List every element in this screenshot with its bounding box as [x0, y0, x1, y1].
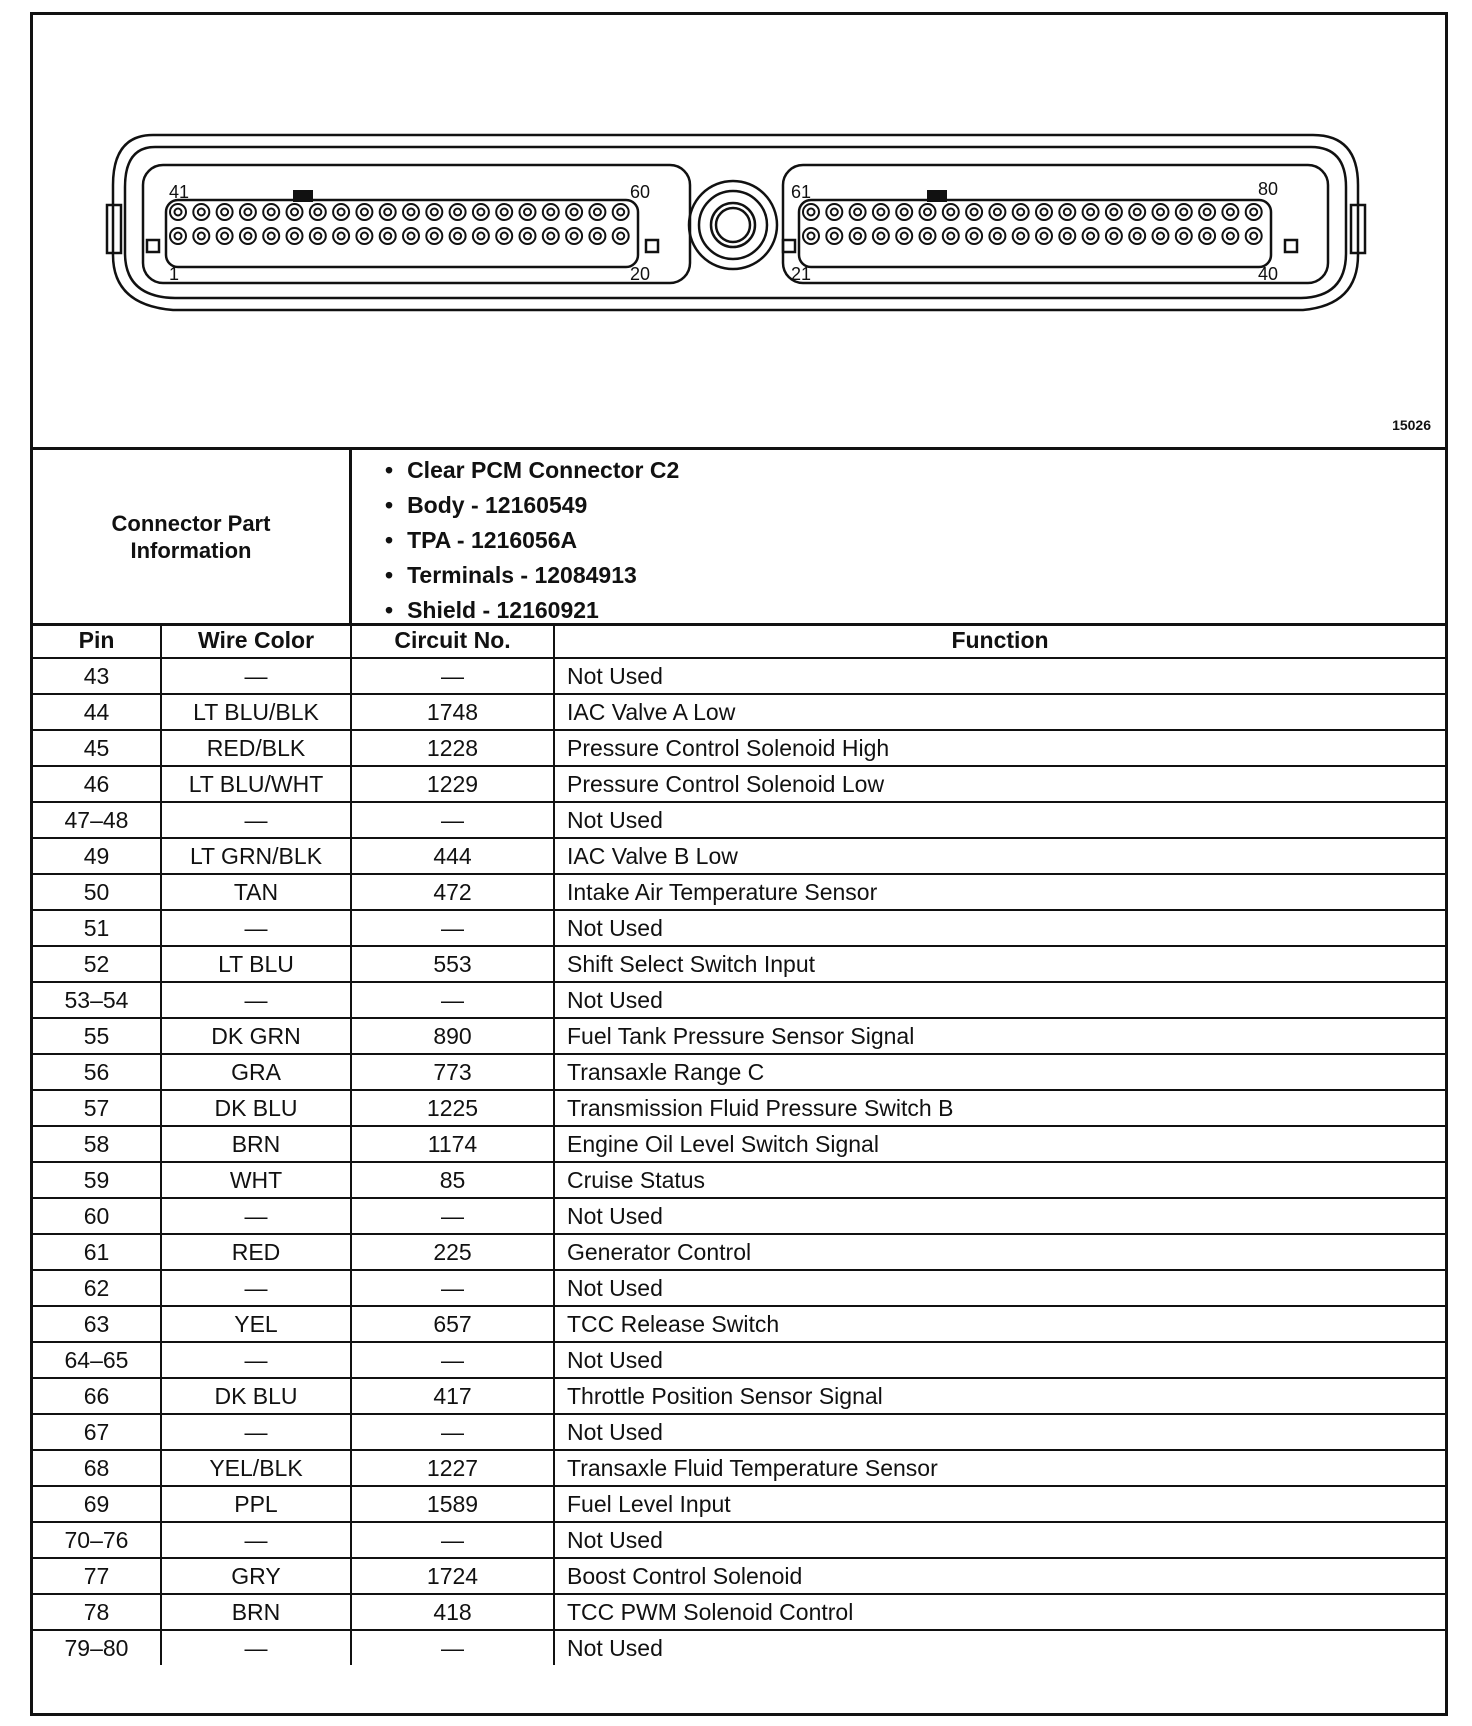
- table-header-row: [33, 623, 1445, 658]
- pin-hole-center: [1017, 233, 1024, 240]
- pin-hole-center: [901, 233, 908, 240]
- pin-cell: 50: [33, 874, 161, 910]
- pin-cell: 56: [33, 1054, 161, 1090]
- pin-hole-center: [1041, 233, 1048, 240]
- function-cell: Fuel Tank Pressure Sensor Signal: [554, 1018, 1445, 1054]
- table-row: [33, 658, 1445, 694]
- table-row: [33, 1270, 1445, 1306]
- circuit-cell: 225: [351, 1234, 554, 1270]
- pin-hole-center: [198, 209, 205, 216]
- pin-cell: 77: [33, 1558, 161, 1594]
- wire-color-cell: WHT: [161, 1162, 351, 1198]
- figure-number: 15026: [1392, 417, 1431, 433]
- table-row: [33, 874, 1445, 910]
- header-wire-color: Wire Color: [161, 623, 351, 658]
- center-bolt-mid: [699, 191, 767, 259]
- pin-cell: 43: [33, 658, 161, 694]
- pin-hole-center: [854, 233, 861, 240]
- circuit-cell: 1748: [351, 694, 554, 730]
- connector-info-label: Connector Part Information: [33, 450, 352, 623]
- connector-info-item: • Shield - 12160921: [385, 594, 679, 629]
- wire-color-cell: YEL/BLK: [161, 1450, 351, 1486]
- table-row: [33, 802, 1445, 838]
- function-cell: Not Used: [554, 1198, 1445, 1234]
- function-cell: Not Used: [554, 658, 1445, 694]
- function-cell: Engine Oil Level Switch Signal: [554, 1126, 1445, 1162]
- function-cell: Pressure Control Solenoid High: [554, 730, 1445, 766]
- pin-hole-center: [291, 233, 298, 240]
- pin-hole-center: [877, 233, 884, 240]
- pin-hole-center: [1017, 209, 1024, 216]
- circuit-cell: 657: [351, 1306, 554, 1342]
- pin-hole-center: [947, 209, 954, 216]
- function-cell: IAC Valve A Low: [554, 694, 1445, 730]
- pin-cell: 44: [33, 694, 161, 730]
- pin-hole-center: [594, 233, 601, 240]
- wire-color-cell: BRN: [161, 1126, 351, 1162]
- pin-hole-center: [617, 233, 624, 240]
- pin-hole-center: [338, 233, 345, 240]
- circuit-cell: 1174: [351, 1126, 554, 1162]
- function-cell: Generator Control: [554, 1234, 1445, 1270]
- function-cell: Not Used: [554, 1342, 1445, 1378]
- circuit-cell: —: [351, 1414, 554, 1450]
- circuit-cell: —: [351, 1198, 554, 1234]
- pin-hole-center: [291, 209, 298, 216]
- pin-hole-center: [854, 209, 861, 216]
- document-frame: [30, 12, 1448, 1716]
- function-cell: Not Used: [554, 802, 1445, 838]
- pin-hole-center: [384, 209, 391, 216]
- pin-hole-center: [268, 209, 275, 216]
- wire-color-cell: —: [161, 910, 351, 946]
- pin-cell: 57: [33, 1090, 161, 1126]
- pin-cell: 49: [33, 838, 161, 874]
- pin-hole-center: [314, 209, 321, 216]
- wire-color-cell: DK BLU: [161, 1090, 351, 1126]
- wire-color-cell: BRN: [161, 1594, 351, 1630]
- circuit-cell: 890: [351, 1018, 554, 1054]
- pin-hole-center: [994, 209, 1001, 216]
- pin-hole-center: [877, 209, 884, 216]
- circuit-cell: 1228: [351, 730, 554, 766]
- wire-color-cell: —: [161, 658, 351, 694]
- pin-cell: 63: [33, 1306, 161, 1342]
- table-row: [33, 1378, 1445, 1414]
- wire-color-cell: TAN: [161, 874, 351, 910]
- right-key-square: [1285, 240, 1297, 252]
- left-center-key-square: [646, 240, 658, 252]
- pin-hole-center: [1157, 209, 1164, 216]
- pin-hole-center: [1041, 209, 1048, 216]
- function-cell: Transaxle Fluid Temperature Sensor: [554, 1450, 1445, 1486]
- table-row: [33, 1522, 1445, 1558]
- wire-color-cell: GRA: [161, 1054, 351, 1090]
- connector-info-item: • Body - 12160549: [385, 489, 679, 524]
- function-cell: IAC Valve B Low: [554, 838, 1445, 874]
- pin-hole-center: [524, 233, 531, 240]
- pin-hole-center: [454, 233, 461, 240]
- table-row: [33, 1414, 1445, 1450]
- circuit-cell: —: [351, 1270, 554, 1306]
- table-row: [33, 1630, 1445, 1665]
- pin-label-60: 60: [630, 182, 651, 202]
- pin-hole-center: [1064, 233, 1071, 240]
- pin-cell: 78: [33, 1594, 161, 1630]
- function-cell: Not Used: [554, 1522, 1445, 1558]
- pin-hole-center: [1064, 209, 1071, 216]
- circuit-cell: 417: [351, 1378, 554, 1414]
- circuit-cell: 418: [351, 1594, 554, 1630]
- wire-color-cell: —: [161, 1270, 351, 1306]
- pin-hole-center: [617, 209, 624, 216]
- wire-color-cell: —: [161, 1342, 351, 1378]
- pin-hole-center: [1110, 233, 1117, 240]
- pin-hole-center: [221, 209, 228, 216]
- pin-hole-center: [547, 233, 554, 240]
- wire-color-cell: —: [161, 1414, 351, 1450]
- function-cell: Fuel Level Input: [554, 1486, 1445, 1522]
- pin-hole-center: [1250, 209, 1257, 216]
- pin-hole-center: [524, 209, 531, 216]
- circuit-cell: 773: [351, 1054, 554, 1090]
- pin-hole-center: [924, 209, 931, 216]
- pin-cell: 55: [33, 1018, 161, 1054]
- circuit-cell: 85: [351, 1162, 554, 1198]
- connector-part-information: [33, 450, 1445, 626]
- right-center-key-square: [783, 240, 795, 252]
- pin-hole-center: [454, 209, 461, 216]
- function-cell: Shift Select Switch Input: [554, 946, 1445, 982]
- circuit-cell: 1589: [351, 1486, 554, 1522]
- circuit-cell: —: [351, 910, 554, 946]
- wire-color-cell: LT GRN/BLK: [161, 838, 351, 874]
- function-cell: TCC PWM Solenoid Control: [554, 1594, 1445, 1630]
- pin-hole-center: [175, 233, 182, 240]
- pin-hole-center: [947, 233, 954, 240]
- function-cell: Not Used: [554, 982, 1445, 1018]
- connector-info-list: [385, 454, 679, 629]
- left-pin-block: [143, 165, 690, 283]
- table-row: [33, 766, 1445, 802]
- pin-cell: 52: [33, 946, 161, 982]
- pin-hole-center: [1250, 233, 1257, 240]
- pin-hole-center: [971, 233, 978, 240]
- wire-color-cell: —: [161, 982, 351, 1018]
- pin-hole-center: [831, 233, 838, 240]
- pin-hole-center: [808, 209, 815, 216]
- wire-color-cell: LT BLU/WHT: [161, 766, 351, 802]
- function-cell: Intake Air Temperature Sensor: [554, 874, 1445, 910]
- function-cell: Not Used: [554, 910, 1445, 946]
- pin-hole-center: [994, 233, 1001, 240]
- table-row: [33, 946, 1445, 982]
- circuit-cell: 1225: [351, 1090, 554, 1126]
- function-cell: Cruise Status: [554, 1162, 1445, 1198]
- pin-hole-center: [1087, 209, 1094, 216]
- pin-hole-center: [501, 209, 508, 216]
- function-cell: Transaxle Range C: [554, 1054, 1445, 1090]
- pin-hole-center: [971, 209, 978, 216]
- pin-hole-center: [244, 209, 251, 216]
- pin-hole-center: [571, 233, 578, 240]
- pin-cell: 58: [33, 1126, 161, 1162]
- function-cell: Not Used: [554, 1630, 1445, 1665]
- pin-hole-center: [338, 209, 345, 216]
- pin-hole-center: [244, 233, 251, 240]
- function-cell: Not Used: [554, 1270, 1445, 1306]
- circuit-cell: 1229: [351, 766, 554, 802]
- wire-color-cell: —: [161, 1198, 351, 1234]
- function-cell: Not Used: [554, 1414, 1445, 1450]
- right-pin-block: [783, 165, 1328, 283]
- circuit-cell: —: [351, 1342, 554, 1378]
- pin-label-1: 1: [169, 264, 180, 284]
- pin-hole-center: [1180, 233, 1187, 240]
- table-row: [33, 1594, 1445, 1630]
- circuit-cell: 472: [351, 874, 554, 910]
- table-row: [33, 1342, 1445, 1378]
- pin-cell: 70–76: [33, 1522, 161, 1558]
- housing-inner: [125, 147, 1346, 298]
- pin-hole-center: [268, 233, 275, 240]
- table-row: [33, 1558, 1445, 1594]
- pin-cell: 51: [33, 910, 161, 946]
- pin-label-21: 21: [791, 264, 812, 284]
- circuit-cell: —: [351, 1522, 554, 1558]
- pinout-table: [33, 623, 1445, 1665]
- table-row: [33, 1234, 1445, 1270]
- wire-color-cell: YEL: [161, 1306, 351, 1342]
- connector-diagram: [33, 15, 1445, 450]
- pin-hole-center: [924, 233, 931, 240]
- wire-color-cell: DK BLU: [161, 1378, 351, 1414]
- pin-cell: 47–48: [33, 802, 161, 838]
- circuit-cell: —: [351, 982, 554, 1018]
- pin-hole-center: [431, 209, 438, 216]
- circuit-cell: 444: [351, 838, 554, 874]
- pin-cell: 59: [33, 1162, 161, 1198]
- pin-hole-center: [571, 209, 578, 216]
- pin-hole-center: [384, 233, 391, 240]
- pin-cell: 68: [33, 1450, 161, 1486]
- table-row: [33, 730, 1445, 766]
- wire-color-cell: —: [161, 1522, 351, 1558]
- wire-color-cell: —: [161, 802, 351, 838]
- pin-hole-center: [547, 209, 554, 216]
- center-bolt-outer: [689, 181, 777, 269]
- function-cell: Boost Control Solenoid: [554, 1558, 1445, 1594]
- pin-hole-center: [1134, 233, 1141, 240]
- table-row: [33, 1054, 1445, 1090]
- pin-cell: 46: [33, 766, 161, 802]
- table-row: [33, 1162, 1445, 1198]
- connector-info-item: • TPA - 1216056A: [385, 524, 679, 559]
- pin-hole-center: [175, 209, 182, 216]
- pin-hole-center: [1204, 209, 1211, 216]
- pin-cell: 64–65: [33, 1342, 161, 1378]
- pin-hole-center: [198, 233, 205, 240]
- pin-hole-center: [431, 233, 438, 240]
- pin-hole-center: [408, 209, 415, 216]
- circuit-cell: 553: [351, 946, 554, 982]
- connector-info-item: • Terminals - 12084913: [385, 559, 679, 594]
- wire-color-cell: RED/BLK: [161, 730, 351, 766]
- pin-hole-center: [314, 233, 321, 240]
- pin-hole-center: [361, 209, 368, 216]
- pin-hole-center: [831, 209, 838, 216]
- pin-hole-center: [477, 209, 484, 216]
- header-function: Function: [554, 623, 1445, 658]
- pin-hole-center: [1180, 209, 1187, 216]
- pin-label-61: 61: [791, 182, 812, 202]
- wire-color-cell: —: [161, 1630, 351, 1665]
- pin-cell: 53–54: [33, 982, 161, 1018]
- pin-hole-center: [1157, 233, 1164, 240]
- wire-color-cell: RED: [161, 1234, 351, 1270]
- pin-label-20: 20: [630, 264, 651, 284]
- pin-cell: 67: [33, 1414, 161, 1450]
- pin-cell: 60: [33, 1198, 161, 1234]
- pin-hole-center: [901, 209, 908, 216]
- circuit-cell: —: [351, 802, 554, 838]
- pin-hole-center: [594, 209, 601, 216]
- pin-cell: 79–80: [33, 1630, 161, 1665]
- left-key-square: [147, 240, 159, 252]
- circuit-cell: —: [351, 658, 554, 694]
- wire-color-cell: GRY: [161, 1558, 351, 1594]
- connector-info-item: • Clear PCM Connector C2: [385, 454, 679, 489]
- table-row: [33, 694, 1445, 730]
- wire-color-cell: LT BLU/BLK: [161, 694, 351, 730]
- wire-color-cell: DK GRN: [161, 1018, 351, 1054]
- center-bolt-core: [716, 208, 750, 242]
- pin-cell: 66: [33, 1378, 161, 1414]
- table-row: [33, 838, 1445, 874]
- table-row: [33, 1126, 1445, 1162]
- pin-label-41: 41: [169, 182, 190, 202]
- pin-hole-center: [477, 233, 484, 240]
- pin-cell: 45: [33, 730, 161, 766]
- right-latch-mark: [927, 190, 947, 202]
- function-cell: TCC Release Switch: [554, 1306, 1445, 1342]
- wire-color-cell: PPL: [161, 1486, 351, 1522]
- pin-hole-center: [1227, 209, 1234, 216]
- table-row: [33, 1450, 1445, 1486]
- pin-hole-center: [1110, 209, 1117, 216]
- function-cell: Throttle Position Sensor Signal: [554, 1378, 1445, 1414]
- left-latch-mark: [293, 190, 313, 202]
- table-row: [33, 1090, 1445, 1126]
- pin-hole-center: [1134, 209, 1141, 216]
- header-circuit-no: Circuit No.: [351, 623, 554, 658]
- pin-hole-center: [501, 233, 508, 240]
- wire-color-cell: LT BLU: [161, 946, 351, 982]
- pin-hole-center: [408, 233, 415, 240]
- table-row: [33, 1306, 1445, 1342]
- table-row: [33, 1018, 1445, 1054]
- pin-cell: 69: [33, 1486, 161, 1522]
- pin-label-40: 40: [1258, 264, 1279, 284]
- table-row: [33, 982, 1445, 1018]
- table-row: [33, 1486, 1445, 1522]
- table-row: [33, 1198, 1445, 1234]
- pin-label-80: 80: [1258, 179, 1279, 199]
- function-cell: Transmission Fluid Pressure Switch B: [554, 1090, 1445, 1126]
- pin-cell: 62: [33, 1270, 161, 1306]
- function-cell: Pressure Control Solenoid Low: [554, 766, 1445, 802]
- pin-hole-center: [808, 233, 815, 240]
- pin-hole-center: [1227, 233, 1234, 240]
- table-row: [33, 910, 1445, 946]
- pin-hole-center: [221, 233, 228, 240]
- circuit-cell: 1227: [351, 1450, 554, 1486]
- connector-drawing: [33, 15, 1445, 447]
- pin-hole-center: [361, 233, 368, 240]
- header-pin: Pin: [33, 623, 161, 658]
- pin-hole-center: [1087, 233, 1094, 240]
- pin-cell: 61: [33, 1234, 161, 1270]
- circuit-cell: 1724: [351, 1558, 554, 1594]
- circuit-cell: —: [351, 1630, 554, 1665]
- center-bolt-inner: [711, 203, 755, 247]
- pin-hole-center: [1204, 233, 1211, 240]
